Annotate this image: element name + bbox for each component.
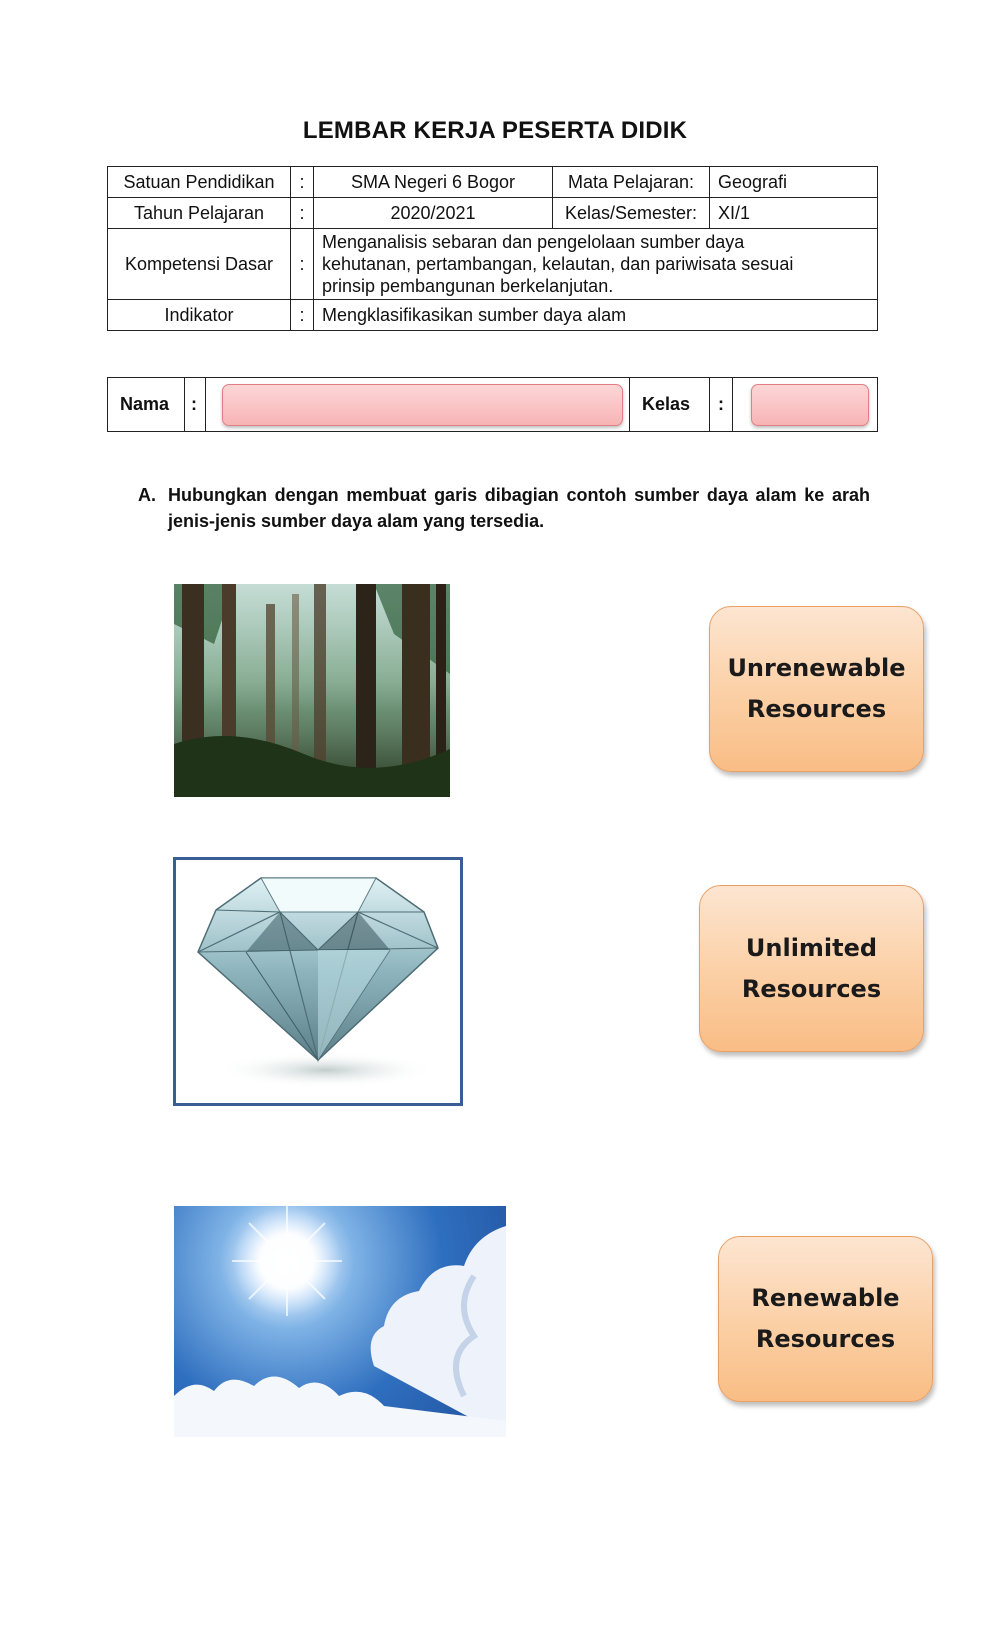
instruction-text: Hubungkan dengan membuat garis dibagian contoh sumber daya alam ke arah jenis-jenis sumber daya alam yang tersedia. — [168, 485, 870, 531]
page-title: LEMBAR KERJA PESERTA DIDIK — [302, 117, 688, 144]
colon: : — [185, 378, 206, 432]
indikator-label: Indikator — [108, 300, 291, 331]
diamond-image[interactable] — [173, 857, 463, 1106]
card-line-1: Unrenewable — [727, 654, 906, 682]
kd-line-1: Menganalisis sebaran dan pengelolaan sumber daya — [322, 232, 745, 252]
card-line-2: Resources — [741, 974, 882, 1003]
kd-line-2: kehutanan, pertambangan, kelautan, dan pariwisata sesuai — [322, 254, 794, 274]
card-line-2: Resources — [755, 1325, 896, 1353]
colon: : — [291, 229, 314, 300]
card-line-2: Resources — [746, 695, 887, 723]
card-line-1: Unlimited — [745, 933, 878, 962]
kd-line-3: prinsip pembangunan berkelanjutan. — [322, 276, 614, 296]
mapel-value: Geografi — [710, 167, 878, 198]
nama-input[interactable] — [222, 384, 623, 426]
kd-value — [314, 229, 878, 300]
instruction — [138, 482, 870, 534]
nama-label: Nama — [108, 378, 185, 432]
card-line-1: Renewable — [751, 1284, 900, 1312]
sun-illustration — [174, 1206, 506, 1437]
forest-illustration — [174, 584, 450, 797]
diamond-illustration — [176, 860, 460, 1103]
kelas-input[interactable] — [751, 384, 869, 426]
colon: : — [710, 378, 733, 432]
tahun-value: 2020/2021 — [314, 198, 553, 229]
sun-sky-image[interactable] — [174, 1206, 506, 1437]
card-renewable-resources[interactable] — [718, 1236, 933, 1402]
colon: : — [291, 167, 314, 198]
kelas-semester-label: Kelas/Semester: — [553, 198, 710, 229]
student-table — [107, 377, 878, 432]
info-table — [107, 166, 878, 331]
tahun-label: Tahun Pelajaran — [108, 198, 291, 229]
colon: : — [291, 300, 314, 331]
satuan-label: Satuan Pendidikan — [108, 167, 291, 198]
card-unlimited-resources[interactable] — [699, 885, 924, 1052]
kelas-semester-value: XI/1 — [710, 198, 878, 229]
colon: : — [291, 198, 314, 229]
forest-image[interactable] — [174, 584, 450, 797]
card-unrenewable-resources[interactable] — [709, 606, 924, 772]
indikator-value: Mengklasifikasikan sumber daya alam — [314, 300, 878, 331]
instruction-number: A. — [138, 485, 156, 505]
mapel-label: Mata Pelajaran: — [553, 167, 710, 198]
kd-label: Kompetensi Dasar — [108, 229, 291, 300]
kelas-label: Kelas — [630, 378, 710, 432]
satuan-value: SMA Negeri 6 Bogor — [314, 167, 553, 198]
